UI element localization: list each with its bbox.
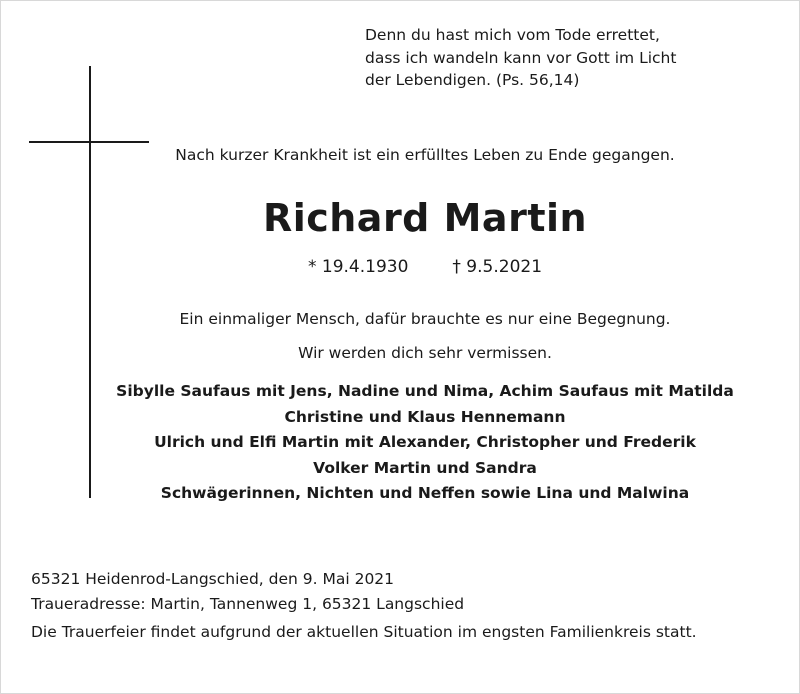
- death-date: † 9.5.2021: [452, 257, 543, 277]
- mourner-line: Volker Martin und Sandra: [313, 458, 537, 477]
- life-dates: [1, 257, 800, 277]
- funeral-note: Die Trauerfeier findet aufgrund der aktuellen Situation im engsten Familienkreis statt.: [31, 623, 697, 641]
- mourners-list: [1, 379, 800, 507]
- place-date: 65321 Heidenrod-Langschied, den 9. Mai 2021: [31, 570, 395, 588]
- intro-text: Nach kurzer Krankheit ist ein erfülltes Leben zu Ende gegangen.: [175, 146, 675, 164]
- mourner-line: Schwägerinnen, Nichten und Neffen sowie Lina und Malwina: [160, 484, 690, 502]
- mourning-address: Traueradresse: Martin, Tannenweg 1, 65321 Langschied: [31, 595, 465, 613]
- footer-info: [31, 567, 697, 645]
- cross-icon-horizontal-bar: [29, 141, 149, 143]
- mourner-line: Sibylle Saufaus mit Jens, Nadine und Nima, Achim Saufaus mit Matilda: [116, 382, 734, 400]
- bible-verse: [365, 24, 676, 92]
- birth-date: * 19.4.1930: [307, 257, 409, 277]
- memorial-quote: Ein einmaliger Mensch, dafür brauchte es nur eine Begegnung.: [179, 310, 671, 328]
- verse-line: der Lebendigen. (Ps. 56,14): [365, 71, 580, 89]
- mourner-line: Ulrich und Elfi Martin mit Alexander, Christopher und Frederik: [154, 433, 696, 451]
- mourner-line: Christine und Klaus Hennemann: [284, 407, 566, 426]
- deceased-name: Richard Martin: [262, 196, 588, 240]
- verse-line: dass ich wandeln kann vor Gott im Licht: [365, 48, 677, 67]
- verse-line: Denn du hast mich vom Tode errettet,: [365, 26, 660, 44]
- miss-text: Wir werden dich sehr vermissen.: [298, 344, 552, 362]
